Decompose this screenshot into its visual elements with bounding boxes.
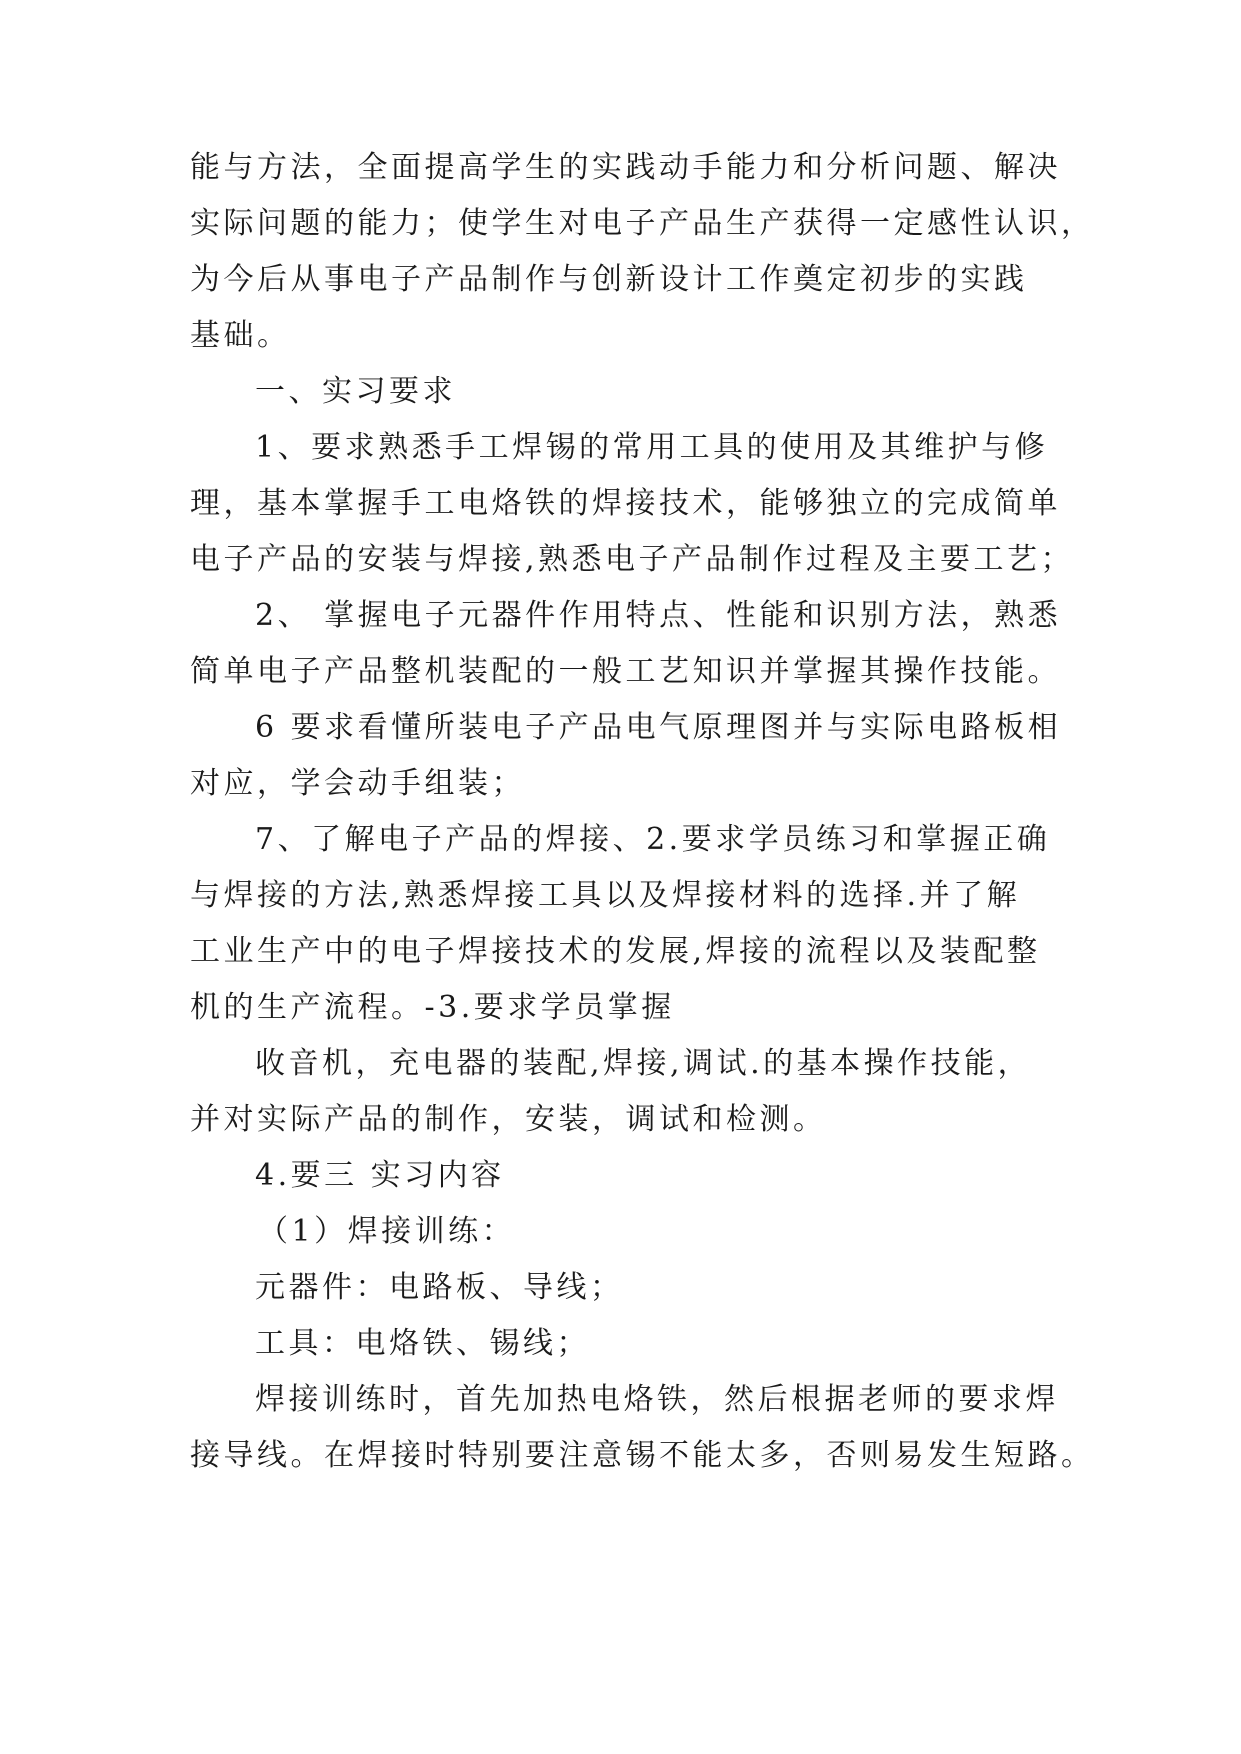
subsection-heading: （1）焊接训练： xyxy=(258,1214,516,1249)
paragraph-line: 实际问题的能力；使学生对电子产品生产获得一定感性认识， xyxy=(190,206,1095,241)
paragraph-line: 6 要求看懂所装电子产品电气原理图并与实际电路板相 xyxy=(255,710,1062,745)
paragraph-line: 并对实际产品的制作，安装，调试和检测。 xyxy=(190,1102,827,1137)
paragraph-line: 机的生产流程。-3.要求学员掌握 xyxy=(190,990,675,1025)
paragraph-line: 元器件：电路板、导线； xyxy=(255,1270,624,1305)
paragraph-line: 简单电子产品整机装配的一般工艺知识并掌握其操作技能。 xyxy=(190,654,1061,689)
paragraph-line: 能与方法，全面提高学生的实践动手能力和分析问题、解决 xyxy=(190,150,1061,185)
paragraph-line: 1、要求熟悉手工焊锡的常用工具的使用及其维护与修 xyxy=(255,430,1049,465)
paragraph-line: 理，基本掌握手工电烙铁的焊接技术，能够独立的完成简单 xyxy=(190,486,1061,521)
paragraph-line: 收音机，充电器的装配,焊接,调试.的基本操作技能， xyxy=(255,1046,1032,1081)
paragraph-line: 电子产品的安装与焊接,熟悉电子产品制作过程及主要工艺； xyxy=(190,542,1075,577)
section-heading: 4.要三 实习内容 xyxy=(255,1158,505,1193)
paragraph-line: 对应，学会动手组装； xyxy=(190,766,525,801)
paragraph-line: 与焊接的方法,熟悉焊接工具以及焊接材料的选择.并了解 xyxy=(190,878,1021,913)
section-heading: 一、实习要求 xyxy=(255,374,456,409)
paragraph-line: 焊接训练时，首先加热电烙铁，然后根据老师的要求焊 xyxy=(255,1382,1059,1417)
paragraph-line: 基础。 xyxy=(190,318,291,353)
paragraph-line: 接导线。在焊接时特别要注意锡不能太多，否则易发生短路。 xyxy=(190,1438,1095,1473)
paragraph-line: 7、了解电子产品的焊接、2.要求学员练习和掌握正确 xyxy=(255,822,1051,857)
paragraph-line: 2、 掌握电子元器件作用特点、性能和识别方法，熟悉 xyxy=(255,598,1062,633)
paragraph-line: 为今后从事电子产品制作与创新设计工作奠定初步的实践 xyxy=(190,262,1028,297)
paragraph-line: 工业生产中的电子焊接技术的发展,焊接的流程以及装配整 xyxy=(190,934,1041,969)
paragraph-line: 工具：电烙铁、锡线； xyxy=(255,1326,590,1361)
